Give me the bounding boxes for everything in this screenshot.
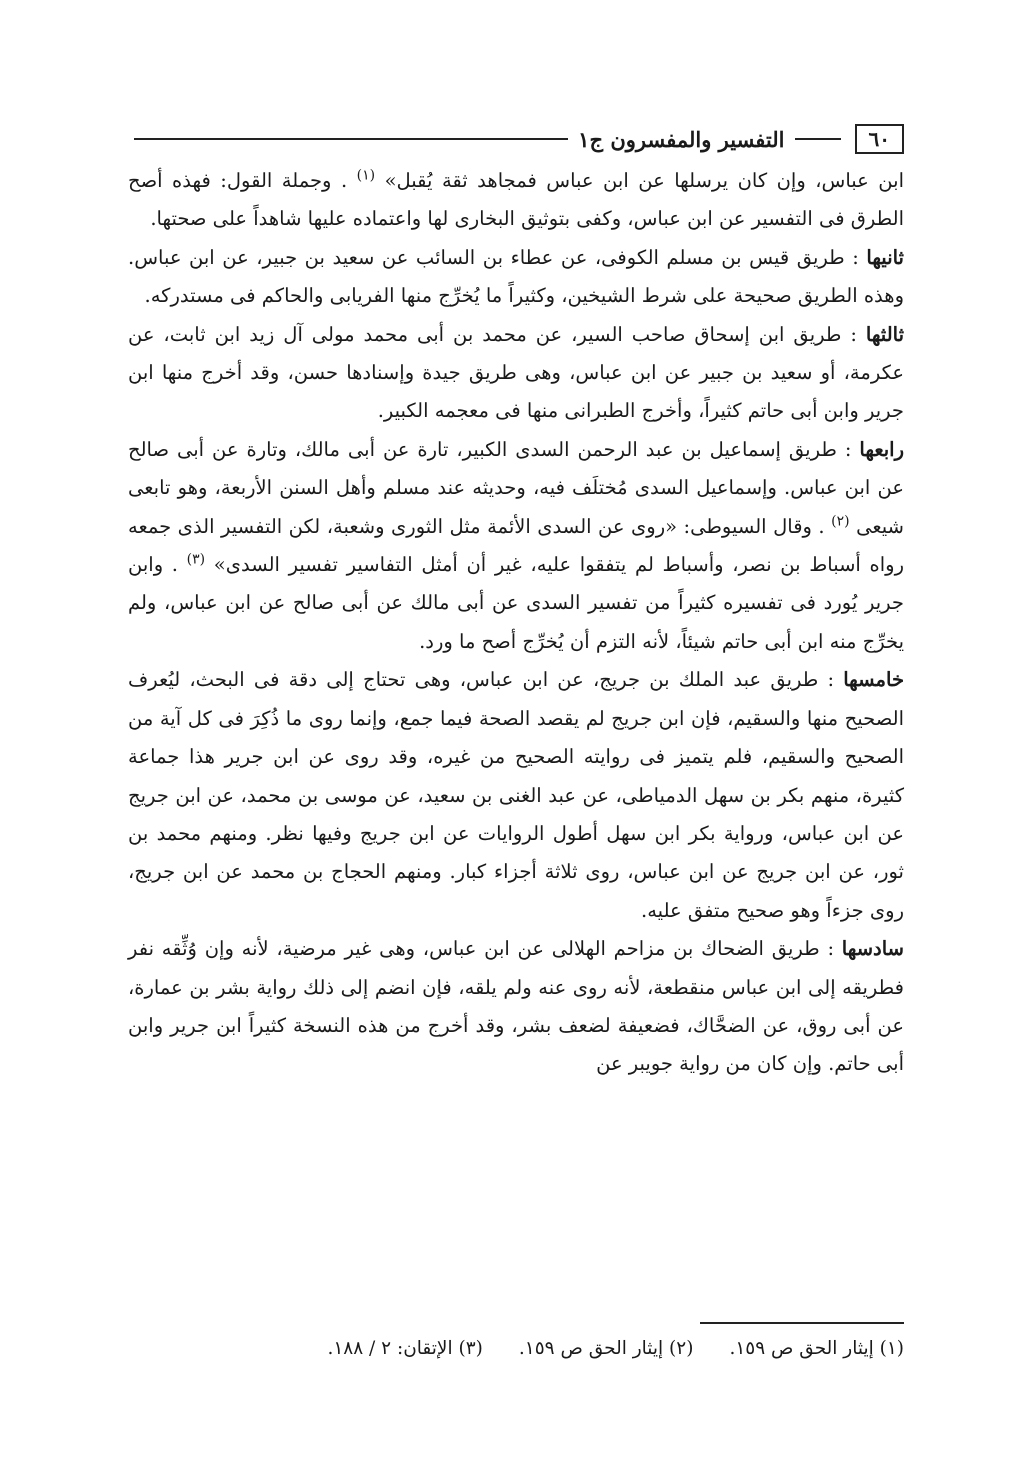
page-number: ٦٠: [855, 124, 904, 154]
main-text: [128, 162, 904, 1084]
paragraph-text-cont: . وابن جرير يُورد فى تفسيره كثيراً من تفسير السدى عن أبى مالك عن أبى صالح عن ابن عباس، ولم يخرِّج منه ابن أبى حاتم شيئاً، لأنه التزم أن يُخرِّج أصح ما ورد.: [128, 553, 904, 653]
paragraph-2: [128, 239, 904, 316]
paragraph-3: [128, 316, 904, 431]
paragraph-text-cont: . وجملة القول: فهذه أصح الطرق فى التفسير عن ابن عباس، وكفى بتوثيق البخارى لها واعتماده عليها شاهداً على صحتها.: [128, 169, 904, 231]
paragraph-text: ابن عباس، وإن كان يرسلها عن ابن عباس فمجاهد ثقة يُقبل»: [384, 169, 904, 192]
footnote-1: (١) إيثار الحق ص ١٥٩.: [729, 1338, 904, 1359]
paragraph-text: : طريق ابن إسحاق صاحب السير، عن محمد بن أبى محمد مولى آل زيد ابن ثابت، عن عكرمة، أو سعيد بن جبير عن ابن عباس، وهى طريق جيدة وإسنادها حسن، وقد أخرج منها ابن جرير وابن أبى حاتم كثيراً، وأخرج الطبرانى منها فى معجمه الكبير.: [128, 322, 904, 423]
footnote-3: (٣) الإتقان: ٢ / ١٨٨.: [327, 1338, 483, 1359]
footnote-2: (٢) إيثار الحق ص ١٥٩.: [518, 1338, 694, 1359]
paragraph-1: [128, 162, 904, 239]
footnote-ref-2: (٢): [831, 513, 850, 530]
paragraph-lead: سادسها: [841, 937, 904, 961]
paragraph-lead: ثالثها: [865, 322, 904, 346]
footnote-ref-3: (٣): [186, 551, 206, 568]
paragraph-text: : طريق عبد الملك بن جريج، عن ابن عباس، وهى تحتاج إلى دقة فى البحث، ليُعرف الصحيح منها والسقيم، فإن ابن جريج لم يقصد الصحة فيما جمع، وإنما روى ما ذُكِرَ فى كل آية من الصحيح والسقيم، فلم يتميز فى روايته الصحيح من غيره، وقد روى عن ابن جرير هذا جماعة كثيرة، منهم بكر بن سهل الدمياطى، عن عبد الغنى بن سعيد، عن موسى بن محمد، عن ابن جريج عن ابن عباس، ورواية بكر ابن سهل أطول الروايات عن ابن جريج وفيها نظر. ومنهم محمد بن ثور، عن ابن جريج عن ابن عباس، روى ثلاثة أجزاء كبار. ومنهم الحجاج بن محمد عن ابن جريج، روى جزءاً وهو صحيح متفق عليه.: [128, 668, 904, 922]
paragraph-6: [128, 930, 904, 1084]
header-rule-left: [134, 138, 568, 140]
footnotes: [140, 1338, 904, 1378]
paragraph-text: : طريق الضحاك بن مزاحم الهلالى عن ابن عباس، وهى غير مرضية، لأنه وإن وُثِّقه نفر فطريقه إلى ابن عباس منقطعة، لأنه روى عنه ولم يلقه، فإن انضم إلى ذلك رواية بشر بن عمارة، عن أبى روق، عن الضحَّاك، فضعيفة لضعف بشر، وقد أخرج من هذه النسخة كثيراً ابن جرير وابن أبى حاتم. وإن كان من رواية جويبر عن: [128, 937, 904, 1076]
footnote-divider: [700, 1322, 904, 1324]
page-header: [128, 122, 904, 156]
paragraph-lead: رابعها: [859, 437, 904, 461]
paragraph-text: : طريق قيس بن مسلم الكوفى، عن عطاء بن السائب عن سعيد بن جبير، عن ابن عباس. وهذه الطريق صحيحة على شرط الشيخين، وكثيراً ما يُخرِّج منها الفريابى والحاكم فى مستدركه.: [128, 245, 904, 308]
paragraph-text-mid: . وقال السيوطى: «روى عن السدى الأئمة مثل الثورى وشعبة، لكن التفسير الذى جمعه رواه أسباط بن نصر، وأسباط لم يتفقوا عليه، غير أن أمثل التفاسير تفسير السدى»: [128, 514, 904, 577]
running-title: التفسير والمفسرون ج١: [578, 126, 785, 152]
paragraph-text: : طريق إسماعيل بن عبد الرحمن السدى الكبير، تارة عن أبى مالك، وتارة عن أبى صالح عن ابن عباس. وإسماعيل السدى مُختلَف فيه، وحديثه عند مسلم وأهل السنن الأربعة، وهو تابعى شيعى: [128, 437, 904, 538]
paragraph-4: [128, 431, 904, 661]
paragraph-lead: خامسها: [843, 668, 905, 692]
paragraph-lead: ثانيها: [866, 245, 904, 269]
header-rule-right: [795, 138, 841, 140]
footnote-ref-1: (١): [356, 167, 376, 184]
paragraph-5: [128, 661, 904, 930]
